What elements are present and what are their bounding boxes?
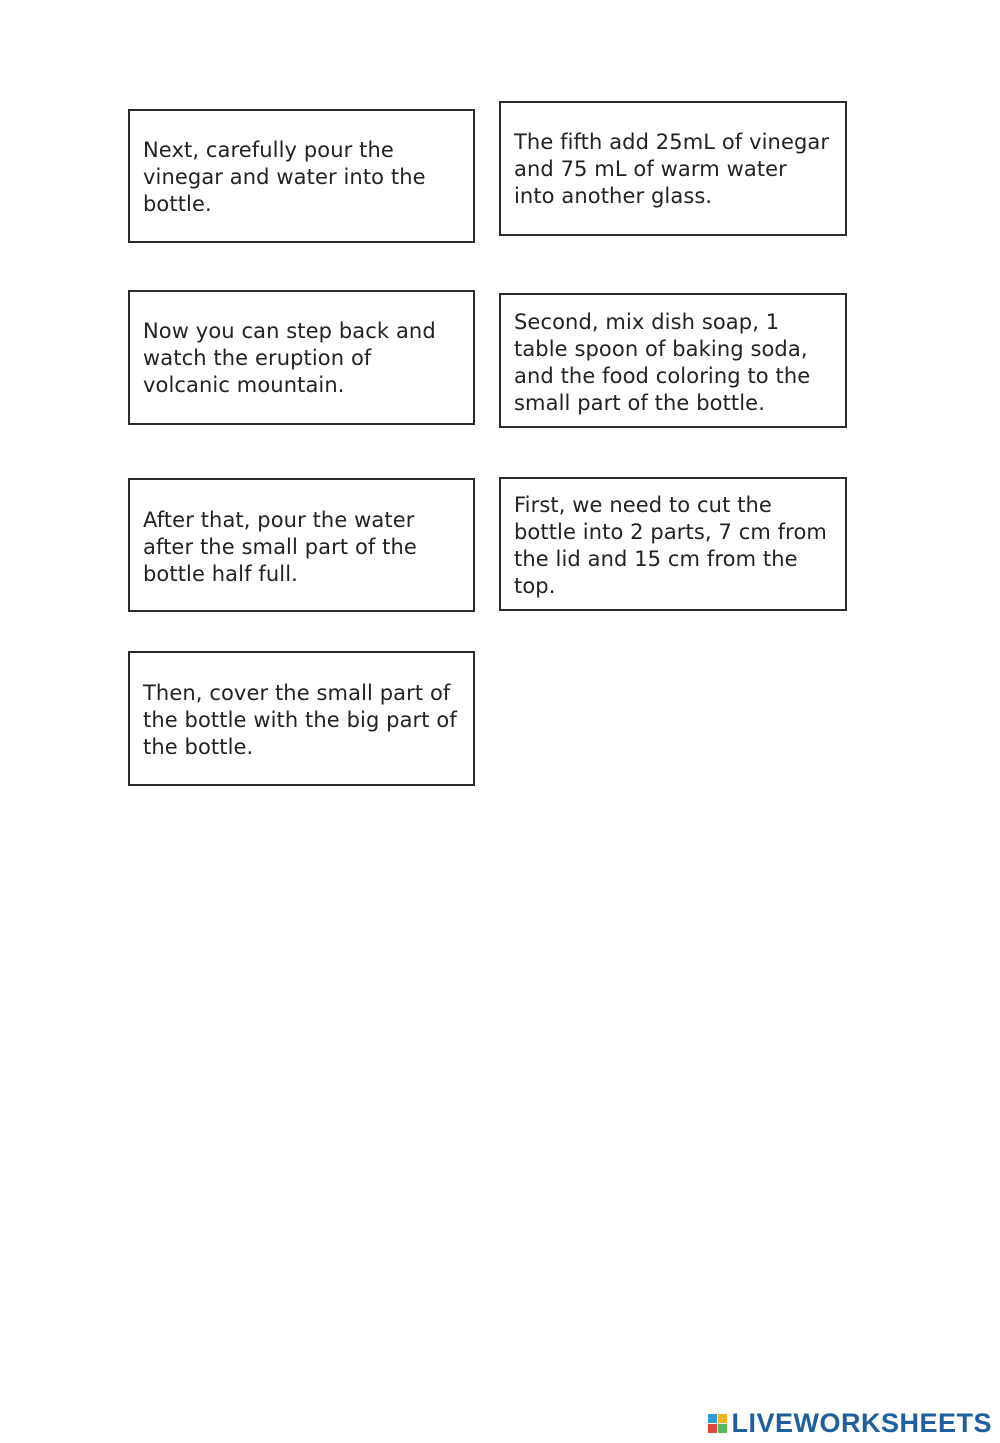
step-card-text: After that, pour the water after the small part of the bottle half full. bbox=[143, 508, 417, 586]
step-card-text: Now you can step back and watch the eruption of volcanic mountain. bbox=[143, 319, 436, 397]
liveworksheets-watermark bbox=[708, 1409, 992, 1437]
step-card-text: The fifth add 25mL of vinegar and 75 mL of warm water into another glass. bbox=[514, 130, 830, 208]
step-card-text: First, we need to cut the bottle into 2 parts, 7 cm from the lid and 15 cm from the top. bbox=[514, 493, 827, 598]
step-card bbox=[499, 101, 847, 236]
step-card bbox=[128, 109, 475, 243]
step-card-text: Second, mix dish soap, 1 table spoon of baking soda, and the food coloring to the small part of the bottle. bbox=[514, 310, 811, 415]
liveworksheets-wordmark: LIVEWORKSHEETS bbox=[731, 1408, 992, 1438]
step-card bbox=[499, 293, 847, 428]
step-card bbox=[128, 290, 475, 425]
liveworksheets-logo-icon bbox=[708, 1414, 727, 1433]
step-card bbox=[128, 478, 475, 612]
step-card bbox=[499, 477, 847, 611]
step-card-text: Next, carefully pour the vinegar and water into the bottle. bbox=[143, 138, 426, 216]
step-card-text: Then, cover the small part of the bottle with the big part of the bottle. bbox=[143, 681, 457, 759]
step-card bbox=[128, 651, 475, 786]
